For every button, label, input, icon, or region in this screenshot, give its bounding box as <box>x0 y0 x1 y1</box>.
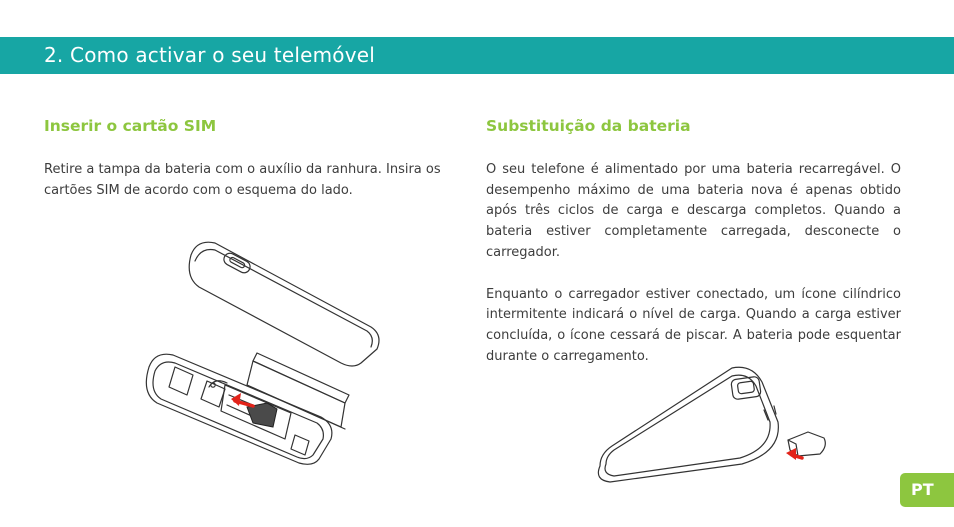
page-title: 2. Como activar o seu telemóvel <box>44 43 376 67</box>
header-bar <box>0 37 954 74</box>
battery-instructions-text <box>486 160 901 367</box>
phone-charger-illustration <box>592 362 837 487</box>
phone-sim-insertion-illustration <box>135 235 380 475</box>
battery-section-heading: Substituição da bateria <box>486 117 691 135</box>
language-label: PT <box>911 480 934 499</box>
battery-cover-shape <box>189 242 379 366</box>
battery-paragraph-2: Enquanto o carregador estiver conectado, um ícone cilíndrico intermitente indicará o nível de carga. Quando a carga estiver concluída, o ícone cessará de piscar. A bateria pode esquentar durante o carregamento. <box>486 286 901 364</box>
language-tab <box>900 473 954 507</box>
sim-instructions-text: Retire a tampa da bateria com o auxílio da ranhura. Insira os cartões SIM de acordo com o esquema do lado. <box>44 162 441 198</box>
sim-section-heading: Inserir o cartão SIM <box>44 117 217 135</box>
charger-arrowhead-shape <box>786 448 796 460</box>
battery-paragraph-1: O seu telefone é alimentado por uma bateria recarregável. O desempenho máximo de uma bateria nova é apenas obtido após três ciclos de carga e descarga completos. Quando a bateria estiver completamente carregada, desconecte o carregador. <box>486 162 901 260</box>
phone-body-shape <box>146 354 332 464</box>
